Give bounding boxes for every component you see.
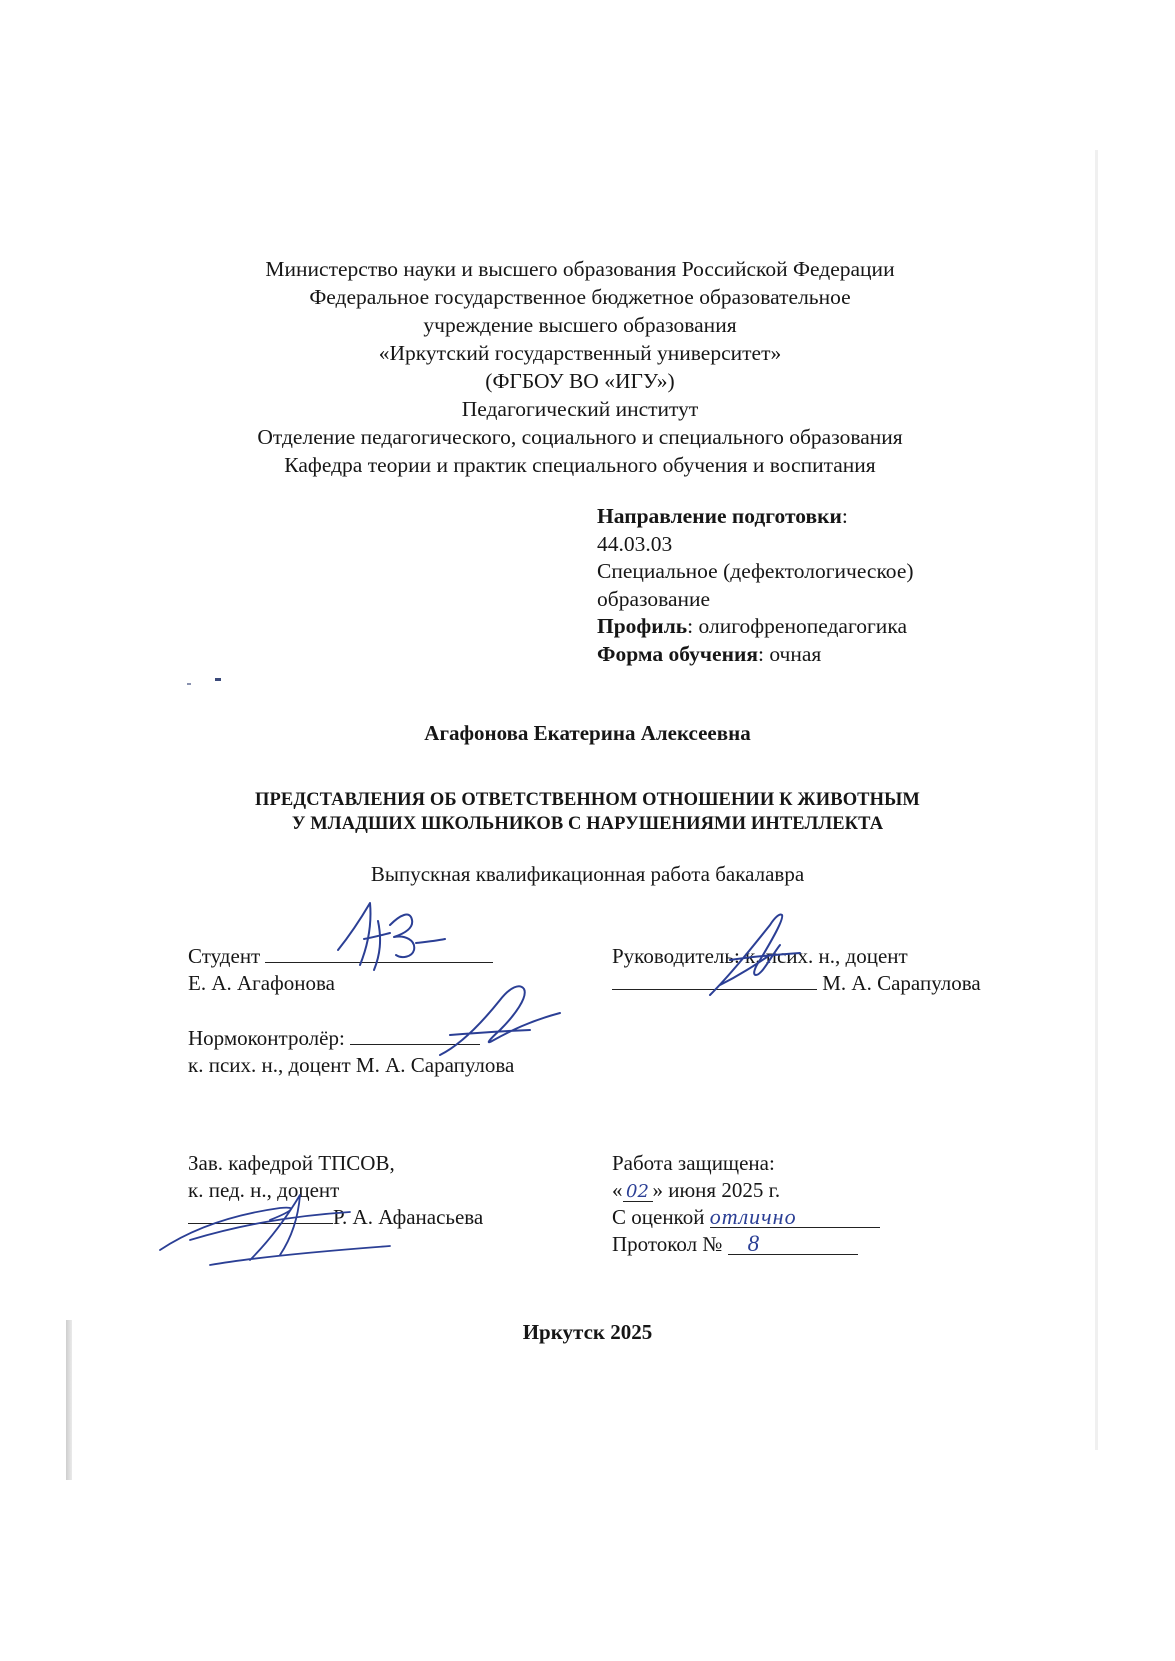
profile-value: олигофренопедагогика: [698, 614, 907, 638]
thesis-title-line: ПРЕДСТАВЛЕНИЯ ОБ ОТВЕТСТВЕННОМ ОТНОШЕНИИ К ЖИВОТНЫМ: [255, 790, 920, 810]
head-label: Зав. кафедрой ТПСОВ,: [188, 1151, 395, 1175]
form-value: очная: [769, 641, 822, 666]
head-degree: к. пед. н., доцент: [188, 1178, 340, 1202]
header-line: учреждение высшего образования: [423, 313, 737, 337]
head-name: Р. А. Афанасьева: [333, 1205, 484, 1229]
date-quote: «: [612, 1178, 623, 1202]
normcontrol-name: к. псих. н., доцент М. А. Сарапулова: [188, 1053, 515, 1077]
protocol-value: 8: [728, 1234, 858, 1255]
defense-block: [612, 1150, 880, 1258]
normcontrol-signature: [420, 975, 570, 1065]
work-type: Выпускная квалификационная работа бакалавра: [370, 862, 805, 886]
direction-code: 44.03.03: [597, 531, 673, 556]
scan-speck: [187, 683, 191, 685]
header-line: Министерство науки и высшего образования Российской Федерации: [265, 257, 895, 281]
author-name: Агафонова Екатерина Алексеевна: [424, 721, 751, 745]
protocol-label: Протокол №: [612, 1232, 723, 1256]
header-line: (ФГБОУ ВО «ИГУ»): [485, 369, 675, 393]
student-label: Студент: [188, 944, 261, 968]
header-line: «Иркутский государственный университет»: [378, 341, 782, 365]
student-name: Е. А. Агафонова: [188, 971, 335, 995]
header-line: Кафедра теории и практик специального обучения и воспитания: [284, 453, 876, 477]
thesis-title: [0, 788, 1175, 836]
supervisor-label: Руководитель: к. псих. н., доцент: [612, 944, 908, 968]
header-line: Федеральное государственное бюджетное образовательное: [309, 285, 851, 309]
form-label: Форма обучения: [597, 641, 758, 666]
institution-header: [150, 255, 1010, 479]
defended-day: 02: [623, 1183, 653, 1202]
defended-label: Работа защищена:: [612, 1151, 775, 1175]
grade-value: отлично: [710, 1207, 880, 1228]
city-year: Иркутск 2025: [522, 1320, 653, 1344]
scan-speck: [215, 678, 221, 681]
direction-name: образование: [597, 586, 711, 611]
defended-date: » июня 2025 г.: [652, 1178, 781, 1202]
program-info: Направление подготовки: 44.03.03 Специальное (дефектологическое) образование Профиль: олигофренопедагогика Форма обучения: очная: [597, 504, 914, 666]
supervisor-name: М. А. Сарапулова: [822, 971, 981, 995]
normcontrol-label: Нормоконтролёр:: [188, 1026, 345, 1050]
head-signature: [150, 1180, 400, 1270]
thesis-title-line: У МЛАДШИХ ШКОЛЬНИКОВ С НАРУШЕНИЯМИ ИНТЕЛЛЕКТА: [291, 814, 884, 834]
header-line: Педагогический институт: [461, 397, 699, 421]
profile-label: Профиль: [597, 614, 688, 638]
direction-name: Специальное (дефектологическое): [597, 559, 914, 583]
direction-label: Направление подготовки: [597, 504, 842, 528]
header-line: Отделение педагогического, социального и специального образования: [257, 425, 903, 449]
student-signature: [320, 895, 460, 985]
supervisor-signature: [700, 905, 820, 1005]
grade-label: С оценкой: [612, 1205, 705, 1229]
